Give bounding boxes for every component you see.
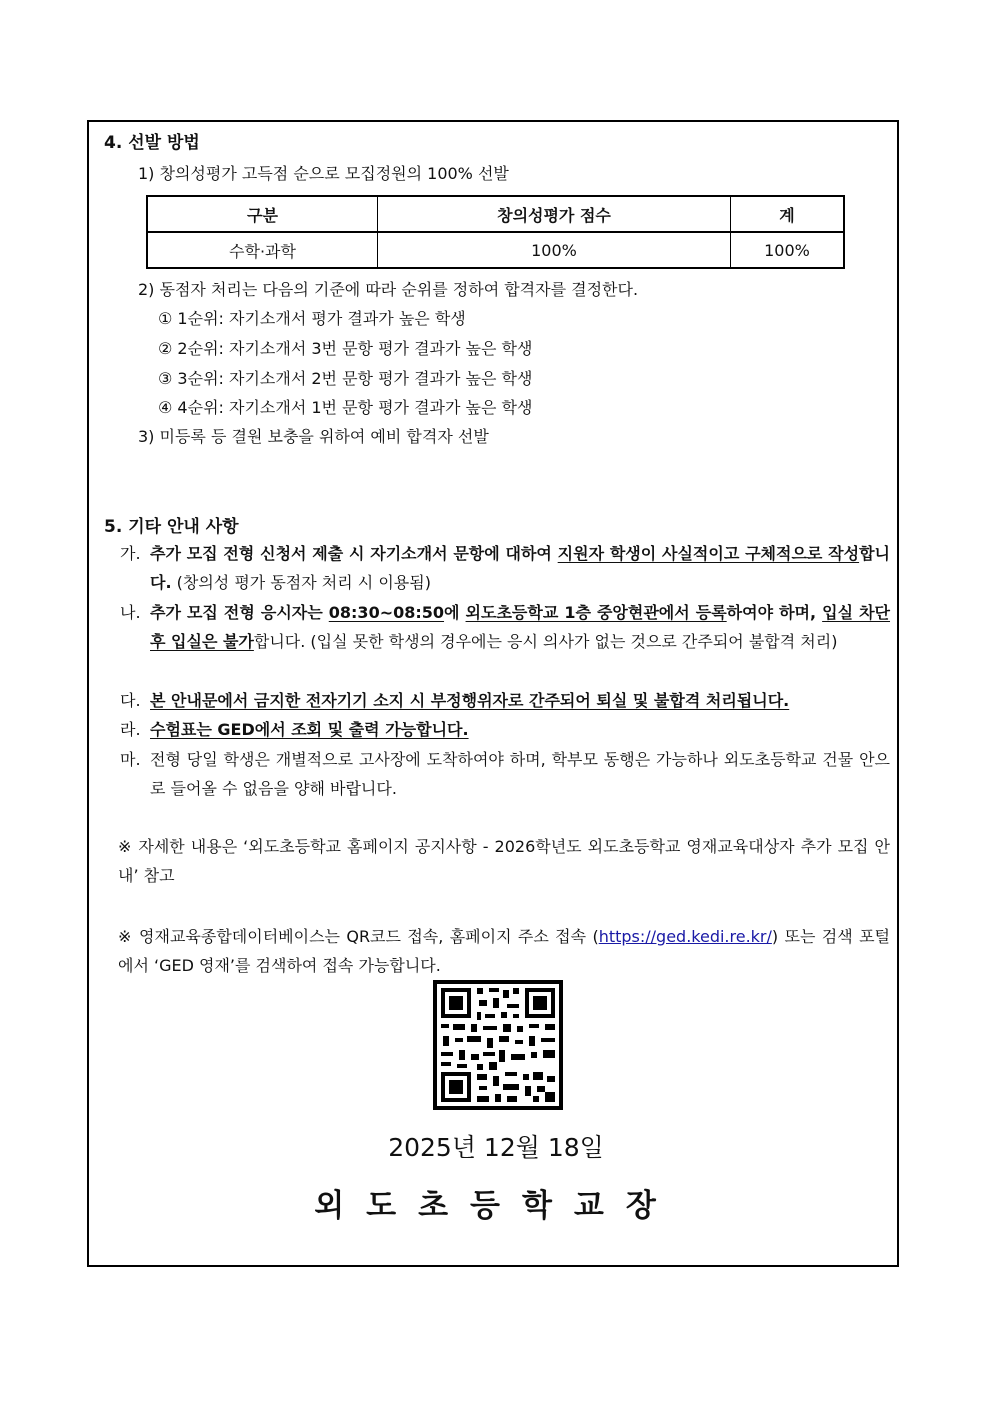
item-na-time: 08:30~08:50 bbox=[328, 603, 445, 622]
section4-heading: 4. 선발 방법 bbox=[104, 133, 200, 153]
item-da-text: 본 안내문에서 금지한 전자기기 소지 시 부정행위자로 간주되어 퇴실 및 불합격 처리됩니다. bbox=[150, 691, 790, 710]
item-ga-emphasis: 지원자 학생이 사실적이고 구체적으로 작성 bbox=[557, 544, 860, 563]
note-ged bbox=[118, 922, 890, 980]
note-ged-text2: ) 또는 검색 포털에서 ‘GED 영재’를 검색하여 접속 가능합니다. bbox=[118, 927, 890, 975]
signature: 외도초등학교장 bbox=[314, 1188, 678, 1224]
table-cell-category: 수학·과학 bbox=[147, 232, 378, 268]
item-na-text2: 에 bbox=[444, 603, 466, 622]
item-ra-marker: 라. bbox=[120, 720, 141, 739]
item-ra-text: 수험표는 GED에서 조회 및 출력 가능합니다. bbox=[150, 720, 469, 739]
item-da-marker: 다. bbox=[120, 691, 141, 710]
item-ma-text: 전형 당일 학생은 개별적으로 고사장에 도착하여야 하며, 학부모 동행은 가능하나 외도초등학교 건물 안으로 들어올 수 없음을 양해 바랍니다. bbox=[150, 750, 890, 798]
item-ma-marker: 마. bbox=[120, 750, 141, 769]
item-ga-text2: 합니다. bbox=[150, 544, 890, 592]
item-na-location: 외도초등학교 1층 중앙현관에서 등록 bbox=[465, 603, 727, 622]
table-cell-total: 100% bbox=[731, 232, 845, 268]
item-na-text3: 하여야 하며, bbox=[726, 603, 823, 622]
table-header-total: 계 bbox=[731, 196, 845, 232]
section4-item1: 1) 창의성평가 고득점 순으로 모집정원의 100% 선발 bbox=[138, 164, 509, 183]
item-na-marker: 나. bbox=[120, 603, 141, 622]
issue-date: 2025년 12월 18일 bbox=[388, 1133, 604, 1162]
item-na-entry: 입실 차단 후 입실은 불가 bbox=[150, 603, 891, 651]
rank-4: ④ 4순위: 자기소개서 1번 문항 평가 결과가 높은 학생 bbox=[158, 398, 533, 417]
note-ged-text1: ※ 영재교육종합데이터베이스는 QR코드 접속, 홈페이지 주소 접속 ( bbox=[118, 927, 599, 946]
section4-item2: 2) 동점자 처리는 다음의 기준에 따라 순위를 정하여 합격자를 결정한다. bbox=[138, 280, 639, 299]
section4-item3: 3) 미등록 등 결원 보충을 위하여 예비 합격자 선발 bbox=[138, 427, 489, 446]
item-ga-note: (창의성 평가 동점자 처리 시 이용됨) bbox=[171, 573, 431, 592]
item-na-note: 합니다. (입실 못한 학생의 경우에는 응시 의사가 없는 것으로 간주되어 불합격 처리) bbox=[253, 632, 838, 651]
rank-1: ① 1순위: 자기소개서 평가 결과가 높은 학생 bbox=[158, 309, 466, 328]
table-cell-score: 100% bbox=[378, 232, 731, 268]
table-header-score: 창의성평가 점수 bbox=[378, 196, 731, 232]
item-ga bbox=[150, 539, 890, 597]
item-ga-marker: 가. bbox=[120, 544, 141, 563]
rank-3: ③ 3순위: 자기소개서 2번 문항 평가 결과가 높은 학생 bbox=[158, 369, 533, 388]
ged-link[interactable]: https://ged.kedi.re.kr/ bbox=[598, 927, 772, 946]
item-na bbox=[150, 598, 890, 656]
selection-table bbox=[146, 195, 845, 269]
rank-2: ② 2순위: 자기소개서 3번 문항 평가 결과가 높은 학생 bbox=[158, 339, 533, 358]
item-ga-text1: 추가 모집 전형 신청서 제출 시 자기소개서 문항에 대하여 bbox=[150, 544, 558, 563]
note-homepage: ※ 자세한 내용은 ‘외도초등학교 홈페이지 공지사항 - 2026학년도 외도초등학교 영재교육대상자 추가 모집 안내’ 참고 bbox=[118, 837, 890, 885]
item-na-text1: 추가 모집 전형 응시자는 bbox=[150, 603, 329, 622]
table-header-category: 구분 bbox=[147, 196, 378, 232]
section5-heading: 5. 기타 안내 사항 bbox=[104, 517, 239, 537]
qr-code-icon[interactable] bbox=[433, 980, 563, 1110]
